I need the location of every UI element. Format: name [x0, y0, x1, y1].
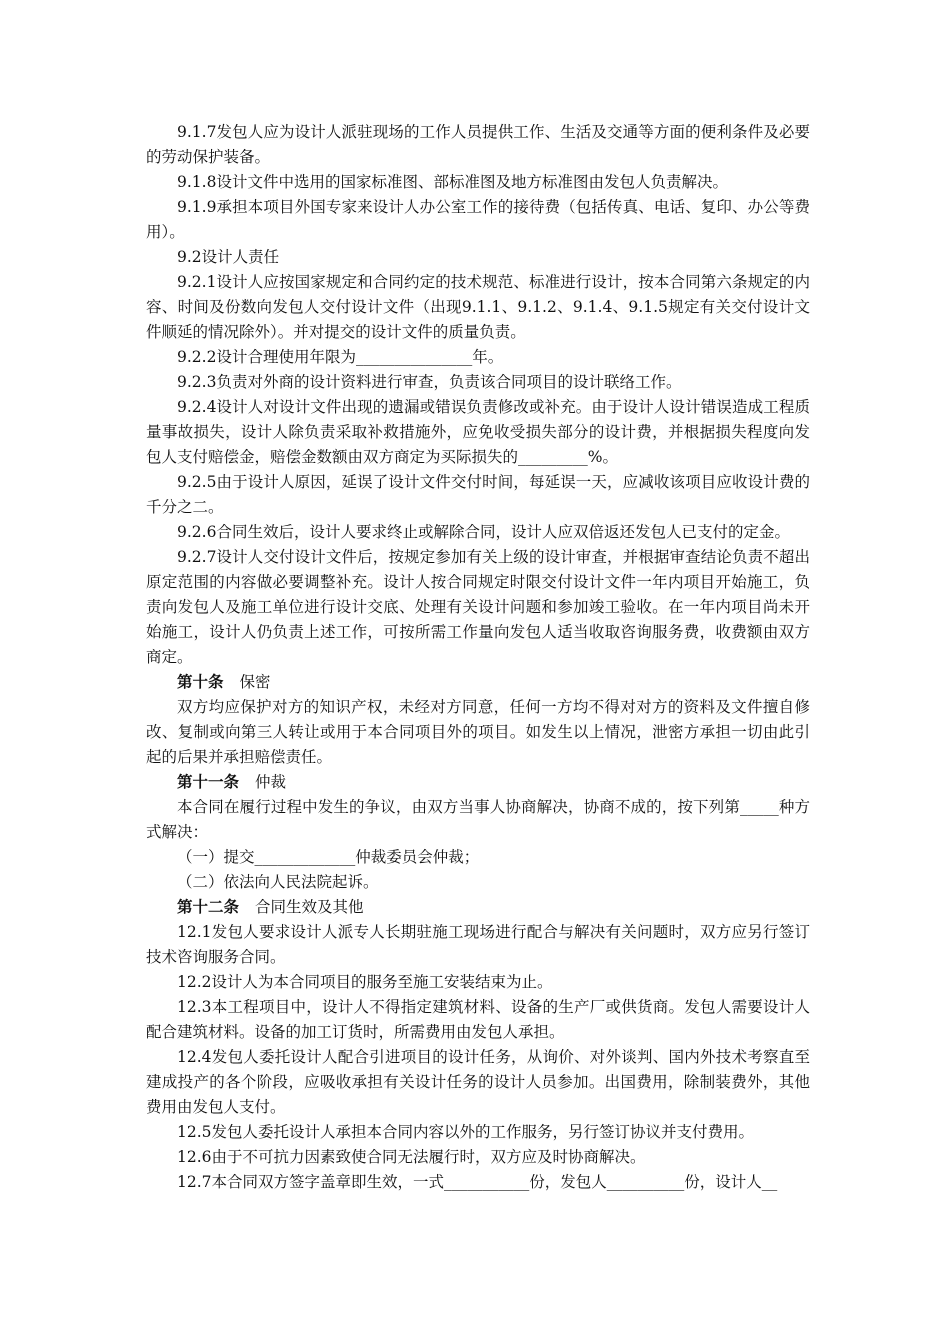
clause-12-1: 12.1发包人要求设计人派专人长期驻施工现场进行配合与解决有关问题时，双方应另行签订技术咨询服务合同。 [146, 923, 810, 966]
section-10-title: 保密 [239, 673, 271, 691]
clause-9-2-3: 9.2.3负责对外商的设计资料进行审查，负责该合同项目的设计联络工作。 [177, 373, 682, 391]
section-10-body: 双方均应保护对方的知识产权，未经对方同意，任何一方均不得对对方的资料及文件擅自修改、复制或向第三人转让或用于本合同项目外的项目。如发生以上情况，泄密方承担一切由此引起的后果并承担赔偿责任。 [146, 698, 810, 766]
clause-9-2-5: 9.2.5由于设计人原因，延误了设计文件交付时间，每延误一天，应减收该项目应收设计费的千分之二。 [146, 473, 810, 516]
section-11-header [146, 770, 810, 795]
section-12-header [146, 895, 810, 920]
section-10-number: 第十条 [177, 673, 224, 691]
section-11-title: 仲裁 [255, 773, 287, 791]
section-12-title: 合同生效及其他 [255, 898, 364, 916]
section-11-body: 本合同在履行过程中发生的争议，由双方当事人协商解决，协商不成的，按下列第_____种方式解决： [146, 798, 810, 841]
contract-page [146, 120, 810, 1195]
arbitration-option-2: （二）依法向人民法院起诉。 [177, 873, 379, 891]
clause-9-2-6: 9.2.6合同生效后，设计人要求终止或解除合同，设计人应双倍返还发包人已支付的定金。 [177, 523, 790, 541]
clause-9-2-7: 9.2.7设计人交付设计文件后，按规定参加有关上级的设计审查，并根据审查结论负责不超出原定范围的内容做必要调整补充。设计人按合同规定时限交付设计文件一年内项目开始施工，负责向发包人及施工单位进行设计交底、处理有关设计问题和参加竣工验收。在一年内项目尚未开始施工，设计人仍负责上述工作，可按所需工作量向发包人适当收取咨询服务费，收费额由双方商定。 [146, 548, 810, 666]
clause-12-2: 12.2设计人为本合同项目的服务至施工安装结束为止。 [177, 973, 553, 991]
clause-9-2-1: 9.2.1设计人应按国家规定和合同约定的技术规范、标准进行设计，按本合同第六条规定的内容、时间及份数向发包人交付设计文件（出现9.1.1、9.1.2、9.1.4、9.1.5规定有关交付设计文件顺延的情况除外）。并对提交的设计文件的质量负责。 [146, 273, 810, 341]
section-10-header [146, 670, 810, 695]
clause-9-1-7: 9.1.7发包人应为设计人派驻现场的工作人员提供工作、生活及交通等方面的便利条件及必要的劳动保护装备。 [146, 123, 810, 166]
clause-9-2-heading: 9.2设计人责任 [177, 248, 280, 266]
arbitration-option-1: （一）提交_____________仲裁委员会仲裁； [177, 848, 480, 866]
clause-12-4: 12.4发包人委托设计人配合引进项目的设计任务，从询价、对外谈判、国内外技术考察直至建成投产的各个阶段，应吸收承担有关设计任务的设计人员参加。出国费用，除制装费外，其他费用由发包人支付。 [146, 1048, 810, 1116]
clause-12-6: 12.6由于不可抗力因素致使合同无法履行时，双方应及时协商解决。 [177, 1148, 646, 1166]
clause-9-2-2: 9.2.2设计合理使用年限为_______________年。 [177, 348, 504, 366]
clause-12-3: 12.3本工程项目中，设计人不得指定建筑材料、设备的生产厂或供货商。发包人需要设计人配合建筑材料。设备的加工订货时，所需费用由发包人承担。 [146, 998, 810, 1041]
clause-12-5: 12.5发包人委托设计人承担本合同内容以外的工作服务，另行签订协议并支付费用。 [177, 1123, 755, 1141]
section-12-number: 第十二条 [177, 898, 240, 916]
clause-12-7: 12.7本合同双方签字盖章即生效，一式___________份，发包人__________份，设计人__ [177, 1173, 778, 1191]
clause-9-1-9: 9.1.9承担本项目外国专家来设计人办公室工作的接待费（包括传真、电话、复印、办公等费用）。 [146, 198, 810, 241]
clause-9-2-4: 9.2.4设计人对设计文件出现的遗漏或错误负责修改或补充。由于设计人设计错误造成工程质量事故损失，设计人除负责采取补救措施外，应免收受损失部分的设计费，并根据损失程度向发包人支付赔偿金，赔偿金数额由双方商定为买际损失的_________%。 [146, 398, 810, 466]
clause-9-1-8: 9.1.8设计文件中选用的国家标准图、部标准图及地方标准图由发包人负责解决。 [177, 173, 728, 191]
section-11-number: 第十一条 [177, 773, 240, 791]
